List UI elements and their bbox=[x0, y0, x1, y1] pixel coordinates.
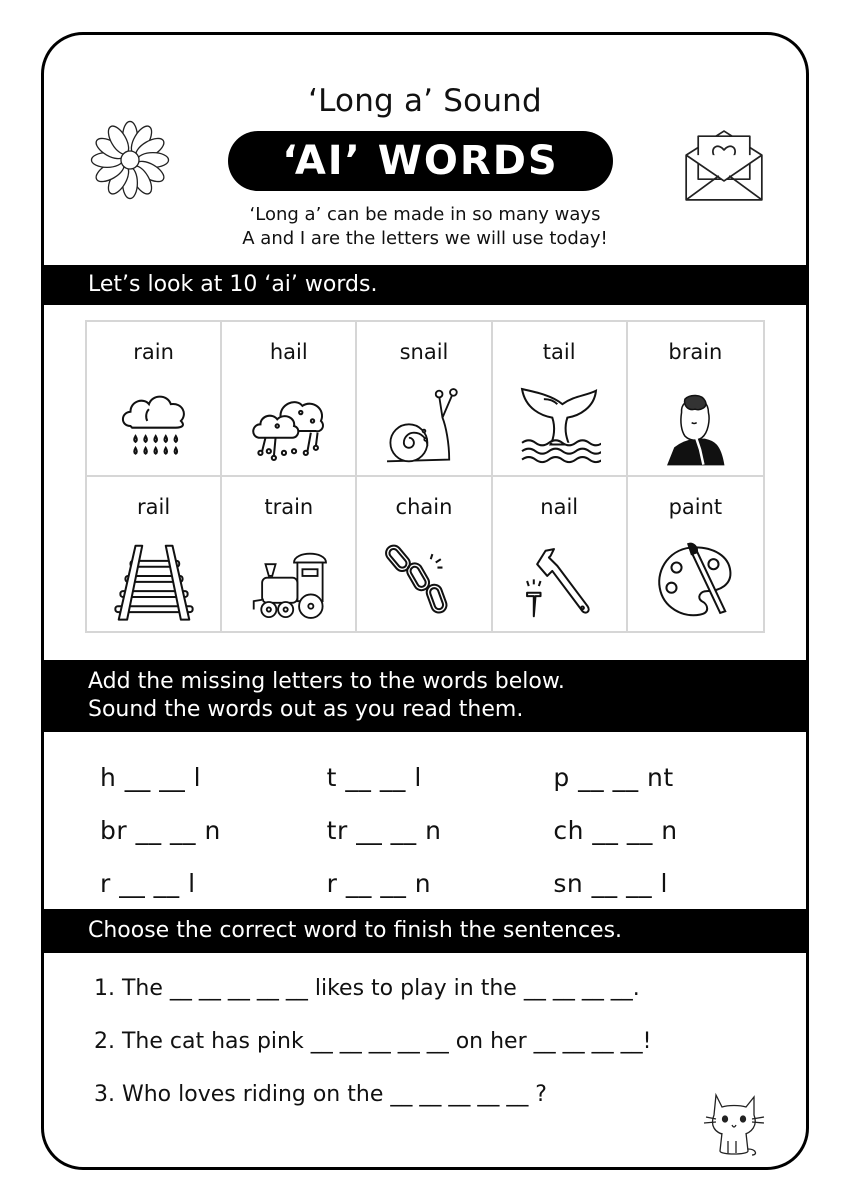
paint-palette-icon bbox=[653, 539, 737, 623]
word-label: nail bbox=[540, 494, 579, 519]
word-label: rail bbox=[137, 494, 171, 519]
word-label: rain bbox=[133, 340, 174, 364]
missing-word-hail[interactable]: h __ __ l bbox=[100, 763, 202, 792]
word-card-train bbox=[222, 477, 357, 632]
sentence-2[interactable]: 2. The cat has pink __ __ __ __ __ on her __ __ __ __! bbox=[94, 1029, 652, 1054]
chain-icon bbox=[382, 539, 466, 623]
missing-word-tail[interactable]: t __ __ l bbox=[326, 763, 422, 792]
intro-line-2: A and I are the letters we will use today! bbox=[242, 228, 608, 249]
word-card-nail bbox=[493, 477, 628, 632]
word-label: snail bbox=[399, 340, 449, 364]
word-card-rail bbox=[87, 477, 222, 632]
word-label: brain bbox=[668, 340, 723, 364]
word-picture-grid bbox=[85, 320, 765, 633]
worksheet-frame bbox=[41, 32, 809, 1170]
word-card-tail bbox=[493, 322, 628, 477]
rail-track-icon bbox=[112, 539, 196, 623]
brain-thinker-icon bbox=[653, 384, 737, 468]
missing-word-rail[interactable]: r __ __ l bbox=[100, 869, 196, 898]
section-heading-missing-letters bbox=[44, 660, 806, 732]
missing-word-paint[interactable]: p __ __ nt bbox=[553, 763, 674, 792]
rain-cloud-icon bbox=[112, 384, 196, 468]
word-card-chain bbox=[357, 477, 492, 632]
train-icon bbox=[247, 539, 331, 623]
missing-row-3 bbox=[100, 857, 780, 910]
sentence-3[interactable]: 3. Who loves riding on the __ __ __ __ __ ? bbox=[94, 1082, 547, 1107]
missing-word-train[interactable]: tr __ __ n bbox=[326, 816, 442, 845]
worksheet-intro bbox=[44, 203, 806, 251]
section-heading-look: Let’s look at 10 ‘ai’ words. bbox=[44, 265, 806, 305]
word-label: paint bbox=[668, 494, 723, 519]
word-card-rain bbox=[87, 322, 222, 477]
envelope-heart-icon bbox=[680, 119, 768, 205]
heading-line-2: Sound the words out as you read them. bbox=[88, 697, 524, 722]
worksheet-title: ‘AI’ WORDS bbox=[228, 131, 613, 191]
word-label: train bbox=[264, 494, 314, 519]
word-card-hail bbox=[222, 322, 357, 477]
worksheet-subtitle: ‘Long a’ Sound bbox=[308, 83, 542, 119]
word-card-brain bbox=[628, 322, 763, 477]
missing-word-snail[interactable]: sn __ __ l bbox=[553, 869, 668, 898]
word-label: hail bbox=[269, 340, 308, 364]
cat-icon bbox=[702, 1085, 766, 1157]
snail-icon bbox=[382, 384, 466, 468]
missing-word-brain[interactable]: br __ __ n bbox=[100, 816, 221, 845]
flower-icon bbox=[89, 119, 171, 201]
word-label: chain bbox=[395, 494, 453, 519]
word-card-paint bbox=[628, 477, 763, 632]
hammer-nail-icon bbox=[517, 539, 601, 623]
sentence-exercise bbox=[94, 969, 651, 1128]
missing-row-2 bbox=[100, 804, 780, 857]
intro-line-1: ‘Long a’ can be made in so many ways bbox=[249, 204, 601, 225]
missing-word-chain[interactable]: ch __ __ n bbox=[553, 816, 678, 845]
heading-line-1: Add the missing letters to the words below. bbox=[88, 669, 565, 694]
hail-cloud-icon bbox=[247, 384, 331, 468]
sentence-1[interactable]: 1. The __ __ __ __ __ likes to play in the __ __ __ __. bbox=[94, 976, 640, 1001]
missing-word-rain[interactable]: r __ __ n bbox=[326, 869, 432, 898]
word-label: tail bbox=[542, 340, 576, 364]
whale-tail-icon bbox=[517, 384, 601, 468]
missing-row-1 bbox=[100, 751, 780, 804]
section-heading-sentences: Choose the correct word to finish the sentences. bbox=[44, 909, 806, 953]
missing-letters-exercise bbox=[100, 751, 780, 910]
word-card-snail bbox=[357, 322, 492, 477]
